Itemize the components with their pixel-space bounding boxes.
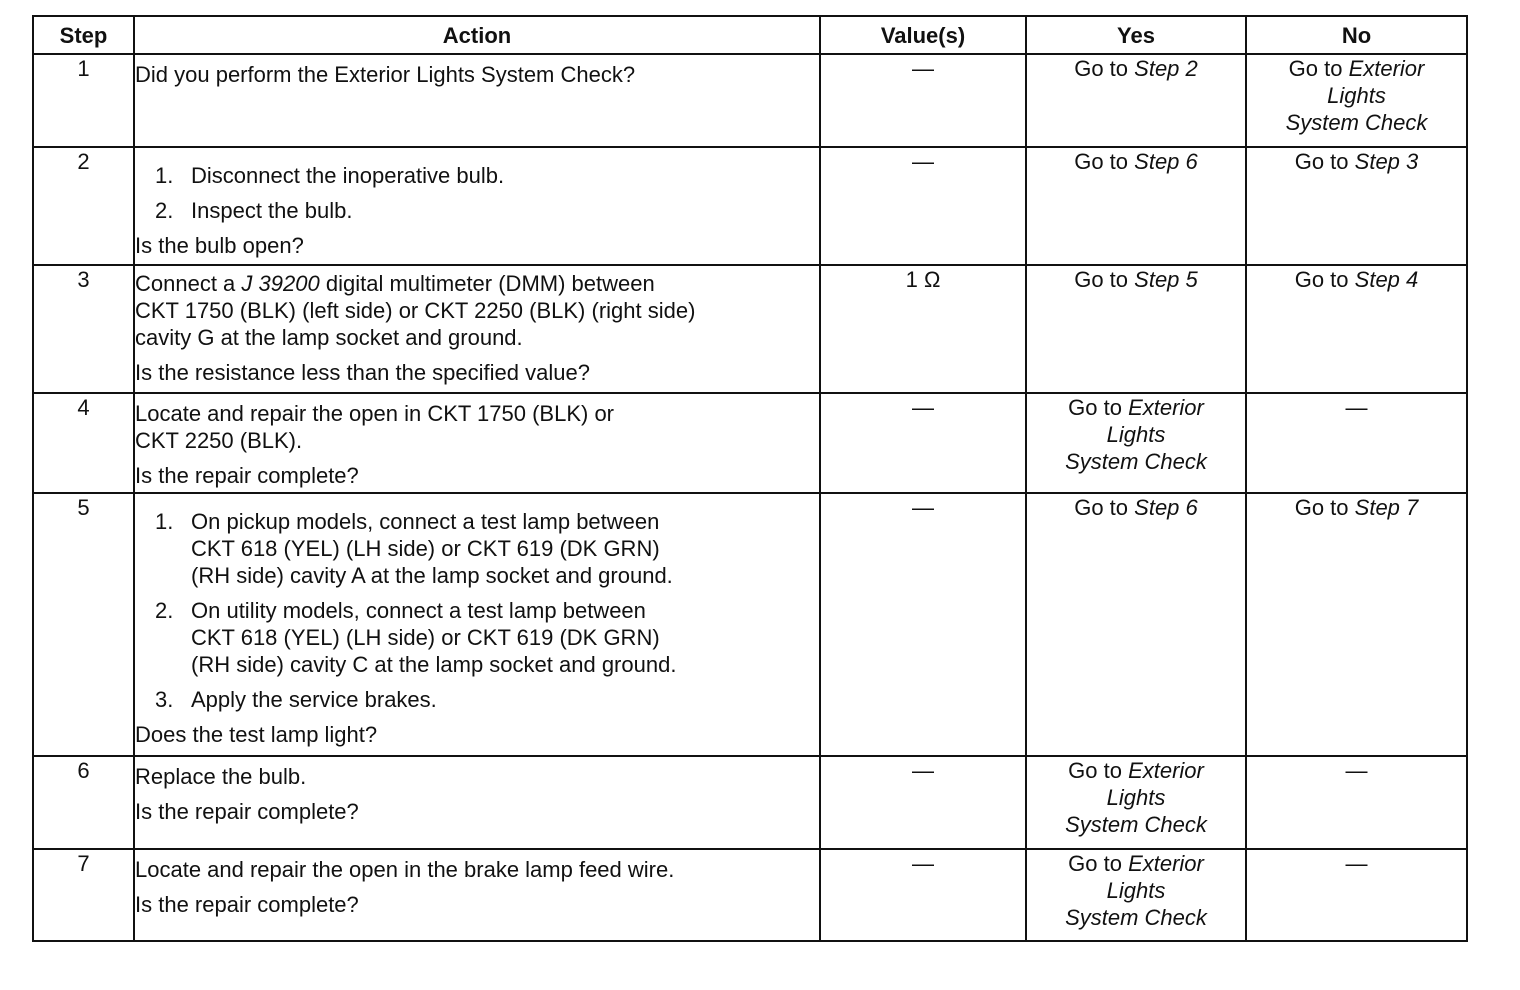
value-cell: — [820,493,1026,756]
question-text: Did you perform the Exterior Lights System Check? [135,62,636,87]
table-row [33,849,1467,941]
value-cell: 1 Ω [820,265,1026,393]
value-cell: — [820,54,1026,147]
value-cell: — [820,756,1026,849]
no-cell: Go to Step 4 [1246,265,1467,393]
no-cell: Go to Step 7 [1246,493,1467,756]
action-cell [134,54,820,147]
header-yes: Yes [1026,16,1246,54]
header-row [33,16,1467,54]
action-cell: Locate and repair the open in CKT 1750 (BLK) or CKT 2250 (BLK). Is the repair complete? [134,393,820,493]
table-row [33,493,1467,756]
goto-step-2: Go to Step 2 [1074,56,1198,81]
action-cell [134,493,820,756]
no-cell: — [1246,849,1467,941]
tool-reference: J 39200 [241,271,320,296]
step-number: 4 [33,393,134,493]
step-number: 6 [33,756,134,849]
no-cell: Go to Exterior Lights System Check [1246,54,1467,147]
value-cell: — [820,147,1026,265]
yes-cell [1026,54,1246,147]
question-text: Is the resistance less than the specified value? [135,360,590,385]
table-row [33,393,1467,493]
no-cell: — [1246,393,1467,493]
action-cell [134,147,820,265]
list-item: 2. On utility models, connect a test lamp between CKT 618 (YEL) (LH side) or CKT 619 (DK GRN) (RH side) cavity C at the lamp socket and ground. [155,598,677,677]
action-cell: Connect a J 39200 digital multimeter (DMM) between CKT 1750 (BLK) (left side) or CKT 2250 (BLK) (right side) cavity G at the lamp socket and ground. Is the resistance less than the specified value? [134,265,820,393]
question-text: Is the repair complete? [135,799,359,824]
header-action: Action [134,16,820,54]
step-number: 3 [33,265,134,393]
question-text: Is the repair complete? [135,463,359,488]
step-number: 7 [33,849,134,941]
list-item: 2. Inspect the bulb. [155,198,353,223]
header-values: Value(s) [820,16,1026,54]
list-item: 3. Apply the service brakes. [155,687,437,712]
diagnostic-table [32,15,1468,942]
list-item: 1. Disconnect the inoperative bulb. [155,163,505,188]
header-no: No [1246,16,1467,54]
header-step: Step [33,16,134,54]
step-number: 5 [33,493,134,756]
step-number: 2 [33,147,134,265]
action-cell: Locate and repair the open in the brake lamp feed wire. Is the repair complete? [134,849,820,941]
yes-cell: Go to Step 6 [1026,493,1246,756]
value-cell: — [820,393,1026,493]
question-text: Is the repair complete? [135,892,359,917]
question-text: Is the bulb open? [135,233,304,258]
yes-cell: Go to Exterior Lights System Check [1026,849,1246,941]
list-item: 1. On pickup models, connect a test lamp between CKT 618 (YEL) (LH side) or CKT 619 (DK GRN) (RH side) cavity A at the lamp socket and ground. [155,509,673,588]
no-cell: — [1246,756,1467,849]
step-number: 1 [33,54,134,147]
no-cell: Go to Step 3 [1246,147,1467,265]
table-row [33,756,1467,849]
table-row [33,265,1467,393]
action-cell: Replace the bulb. Is the repair complete? [134,756,820,849]
table-row [33,54,1467,147]
action-list [135,162,819,224]
value-cell: — [820,849,1026,941]
action-list [135,508,819,713]
table-row [33,147,1467,265]
yes-cell: Go to Exterior Lights System Check [1026,756,1246,849]
yes-cell: Go to Step 5 [1026,265,1246,393]
yes-cell: Go to Step 6 [1026,147,1246,265]
yes-cell: Go to Exterior Lights System Check [1026,393,1246,493]
question-text: Does the test lamp light? [135,722,378,747]
